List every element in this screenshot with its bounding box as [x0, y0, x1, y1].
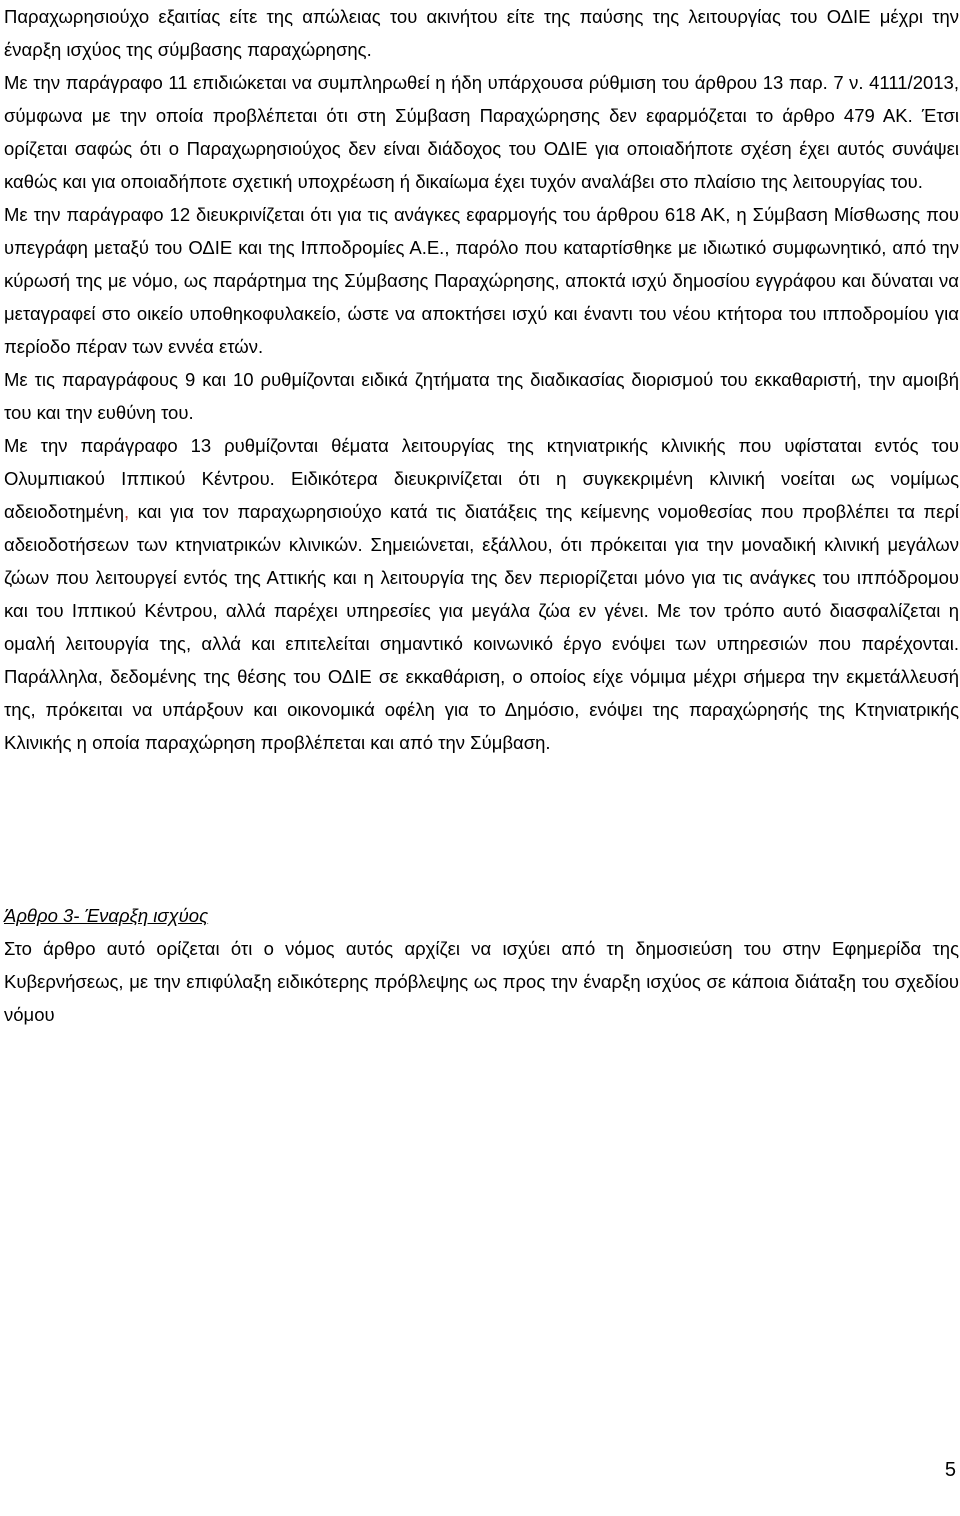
- article-3-section: [4, 899, 959, 1031]
- paragraph-13-part2: και για τον παραχωρησιούχο κατά τις διατάξεις της κείμενης νομοθεσίας που προβλέπει τα περί αδειοδοτήσεων των κτηνιατρικών κλινικών. Σημειώνεται, εξάλλου, ότι πρόκειται για την μοναδική κλινική μεγάλων ζώων που λειτουργεί εντός της Αττικής και η λειτουργία της δεν περιορίζεται μόνο για τις ανάγκες του ιππόδρομου και του Ιππικού Κέντρου, αλλά παρέχει υπηρεσίες για μεγάλα ζώα εν γένει. Με τον τρόπο αυτό διασφαλίζεται η ομαλή λειτουργία της, αλλά και επιτελείται σημαντικό κοινωνικό έργο ενόψει των υπηρεσιών που παρέχονται. Παράλληλα, δεδομένης της θέσης του ΟΔΙΕ σε εκκαθάριση, ο οποίος είχε νόμιμα μέχρι σήμερα την εκμετάλλευσή της, πρόκειται να υπάρξουν και οικονομικά οφέλη για το Δημόσιο, ενόψει της παραχώρησής της Κτηνιατρικής Κλινικής η οποία παραχώρηση προβλέπεται και από την Σύμβαση.: [4, 501, 959, 753]
- paragraph-13-part1: Με την παράγραφο 13 ρυθμίζονται θέματα λειτουργίας της κτηνιατρικής κλινικής που υφίσταται εντός του Ολυμπιακού Ιππικού Κέντρου. Ειδικότερα διευκρινίζεται ότι η συγκεκριμένη κλινική νοείται ως νομίμως αδειοδοτημένη: [4, 435, 959, 522]
- paragraph-continuation: Παραχωρησιούχο εξαιτίας είτε της απώλειας του ακινήτου είτε της παύσης της λειτουργίας του ΟΔΙΕ μέχρι την έναρξη ισχύος της σύμβασης παραχώρησης.: [4, 6, 959, 60]
- paragraph-13: [4, 429, 959, 759]
- paragraph-9-10: Με τις παραγράφους 9 και 10 ρυθμίζονται ειδικά ζητήματα της διαδικασίας διορισμού του εκκαθαριστή, την αμοιβή του και την ευθύνη του.: [4, 369, 959, 423]
- page-number: 5: [944, 1459, 956, 1481]
- paragraph-13-comma: ,: [124, 501, 130, 522]
- paragraph-12: Με την παράγραφο 12 διευκρινίζεται ότι για τις ανάγκες εφαρμογής του άρθρου 618 ΑΚ, η Σύμβαση Μίσθωσης που υπεγράφη μεταξύ του ΟΔΙΕ και της Ιπποδρομίες Α.Ε., παρόλο που καταρτίσθηκε με ιδιωτικό συμφωνητικό, από την κύρωσή της με νόμο, ως παράρτημα της Σύμβασης Παραχώρησης, αποκτά ισχύ δημοσίου εγγράφου και δύναται να μεταγραφεί στο οικείο υποθηκοφυλακείο, ώστε να αποκτήσει ισχύ και έναντι του νέου κτήτορα του ιπποδρομίου για περίοδο πέραν των εννέα ετών.: [4, 204, 959, 357]
- article-3-heading: Άρθρο 3- Έναρξη ισχύος: [4, 905, 209, 926]
- paragraph-11: Με την παράγραφο 11 επιδιώκεται να συμπληρωθεί η ήδη υπάρχουσα ρύθμιση του άρθρου 13 παρ. 7 ν. 4111/2013, σύμφωνα με την οποία προβλέπεται ότι στη Σύμβαση Παραχώρησης δεν εφαρμόζεται το άρθρο 479 ΑΚ. Έτσι ορίζεται σαφώς ότι ο Παραχωρησιούχος δεν είναι διάδοχος του ΟΔΙΕ για οποιαδήποτε σχέση έχει αυτός συνάψει καθώς και για οποιαδήποτε σχετική υποχρέωση ή δικαίωμα έχει τυχόν αναλάβει στο πλαίσιο της λειτουργίας του.: [4, 72, 959, 192]
- article-3-body: Στο άρθρο αυτό ορίζεται ότι ο νόμος αυτός αρχίζει να ισχύει από τη δημοσιεύση του στην Εφημερίδα της Κυβερνήσεως, με την επιφύλαξη ειδικότερης πρόβλεψης ως προς την έναρξη ισχύος σε κάποια διάταξη του σχεδίου νόμου: [4, 938, 959, 1025]
- document-page: [4, 0, 959, 1031]
